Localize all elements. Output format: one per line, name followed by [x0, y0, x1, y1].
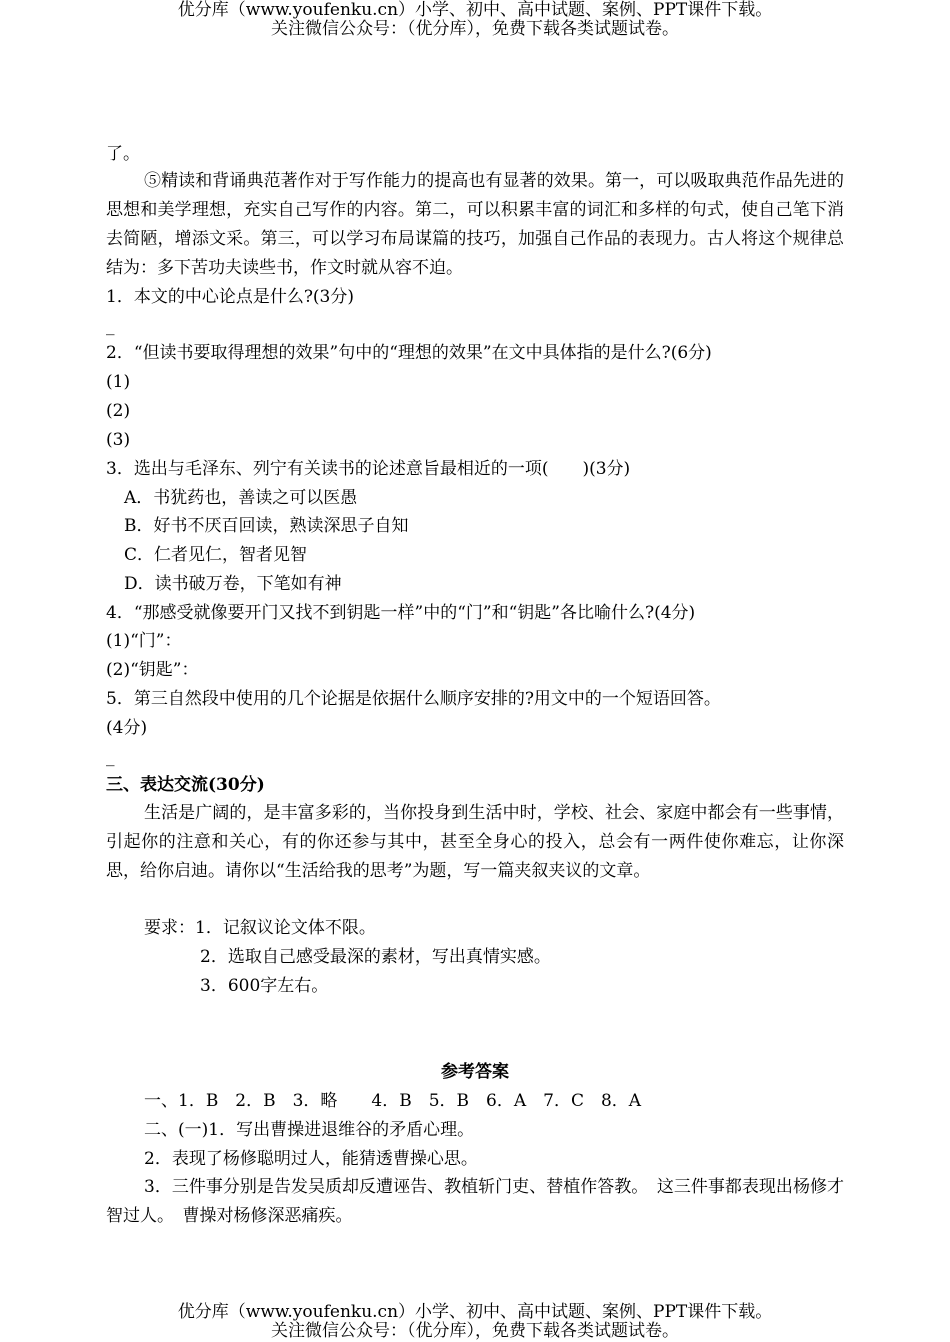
question-4-item-1: (1)“门”： [106, 631, 182, 651]
question-2-item-1: (1) [106, 372, 131, 392]
answers-title: 参考答案 [441, 1062, 509, 1082]
question-1: 1．本文的中心论点是什么?(3分) [106, 287, 355, 307]
answers-line-2: 二、(一)1．写出曹操进退维谷的矛盾心理。 [144, 1120, 475, 1140]
question-5-score: (4分) [106, 718, 148, 738]
section-3-prompt: 生活是广阔的，是丰富多彩的，当你投身到生活中时，学校、社会、家庭中都会有一些事情，引起你的注意和关心，有的你还参与其中，甚至全身心的投入，总会有一两件使你难忘，让你深思，给你启迪。请你以“生活给我的思考”为题，写一篇夹叙夹议的文章。 [106, 803, 844, 881]
footer-line-1: 优分库（www.youfenku.cn）小学、初中、高中试题、案例、PPT课件下载。 [177, 1302, 773, 1322]
question-3-option-d: D．读书破万卷，下笔如有神 [124, 574, 342, 594]
answers-line-3: 2．表现了杨修聪明过人，能猜透曹操心思。 [144, 1149, 478, 1169]
question-4: 4．“那感受就像要开门又找不到钥匙一样”中的“门”和“钥匙”各比喻什么?(4分) [106, 603, 696, 623]
footer-line-2: 关注微信公众号：（优分库），免费下载各类试题试卷。 [271, 1321, 679, 1341]
answers-item-3: 3．三件事分别是告发吴质却反遭诬告、教植斩门吏、替植作答教。 这三件事都表现出杨修才智过人。 曹操对杨修深恶痛疾。 [106, 1177, 844, 1226]
question-5-blank: _ [106, 747, 115, 767]
reading-continuation: 了。 [106, 144, 140, 164]
header-line-2: 关注微信公众号：（优分库），免费下载各类试题试卷。 [271, 19, 679, 39]
requirement-2: 2．选取自己感受最深的素材，写出真情实感。 [200, 947, 551, 967]
header-line-1: 优分库（www.youfenku.cn）小学、初中、高中试题、案例、PPT课件下载。 [177, 0, 773, 20]
question-4-item-2: (2)“钥匙”： [106, 660, 199, 680]
question-1-blank: _ [106, 316, 115, 336]
question-3-option-c: C．仁者见仁，智者见智 [124, 545, 308, 565]
question-2-item-2: (2) [106, 401, 131, 421]
section-3-title: 三、表达交流(30分) [106, 775, 265, 795]
question-2: 2．“但读书要取得理想的效果”句中的“理想的效果”在文中具体指的是什么?(6分) [106, 343, 712, 363]
requirement-1: 要求：1．记叙议论文体不限。 [144, 918, 376, 938]
question-2-item-3: (3) [106, 430, 131, 450]
question-3-option-b: B．好书不厌百回读，熟读深思子自知 [124, 516, 409, 536]
question-3-option-a: A．书犹药也，善读之可以医愚 [124, 488, 358, 508]
answers-line-1: 一、1．B 2．B 3．略 4．B 5．B 6．A 7．C 8．A [144, 1091, 642, 1111]
question-3: 3．选出与毛泽东、列宁有关读书的论述意旨最相近的一项( )(3分) [106, 459, 631, 479]
reading-paragraph-5: ⑤精读和背诵典范著作对于写作能力的提高也有显著的效果。第一，可以吸取典范作品先进的思想和美学理想，充实自己写作的内容。第二，可以积累丰富的词汇和多样的句式，使自己笔下消去简陋，增添文采。第三，可以学习布局谋篇的技巧，加强自己作品的表现力。古人将这个规律总结为：多下苦功夫读些书，作文时就从容不迫。 [106, 171, 844, 278]
requirement-3: 3．600字左右。 [200, 976, 329, 996]
question-5: 5．第三自然段中使用的几个论据是依据什么顺序安排的?用文中的一个短语回答。 [106, 689, 721, 709]
